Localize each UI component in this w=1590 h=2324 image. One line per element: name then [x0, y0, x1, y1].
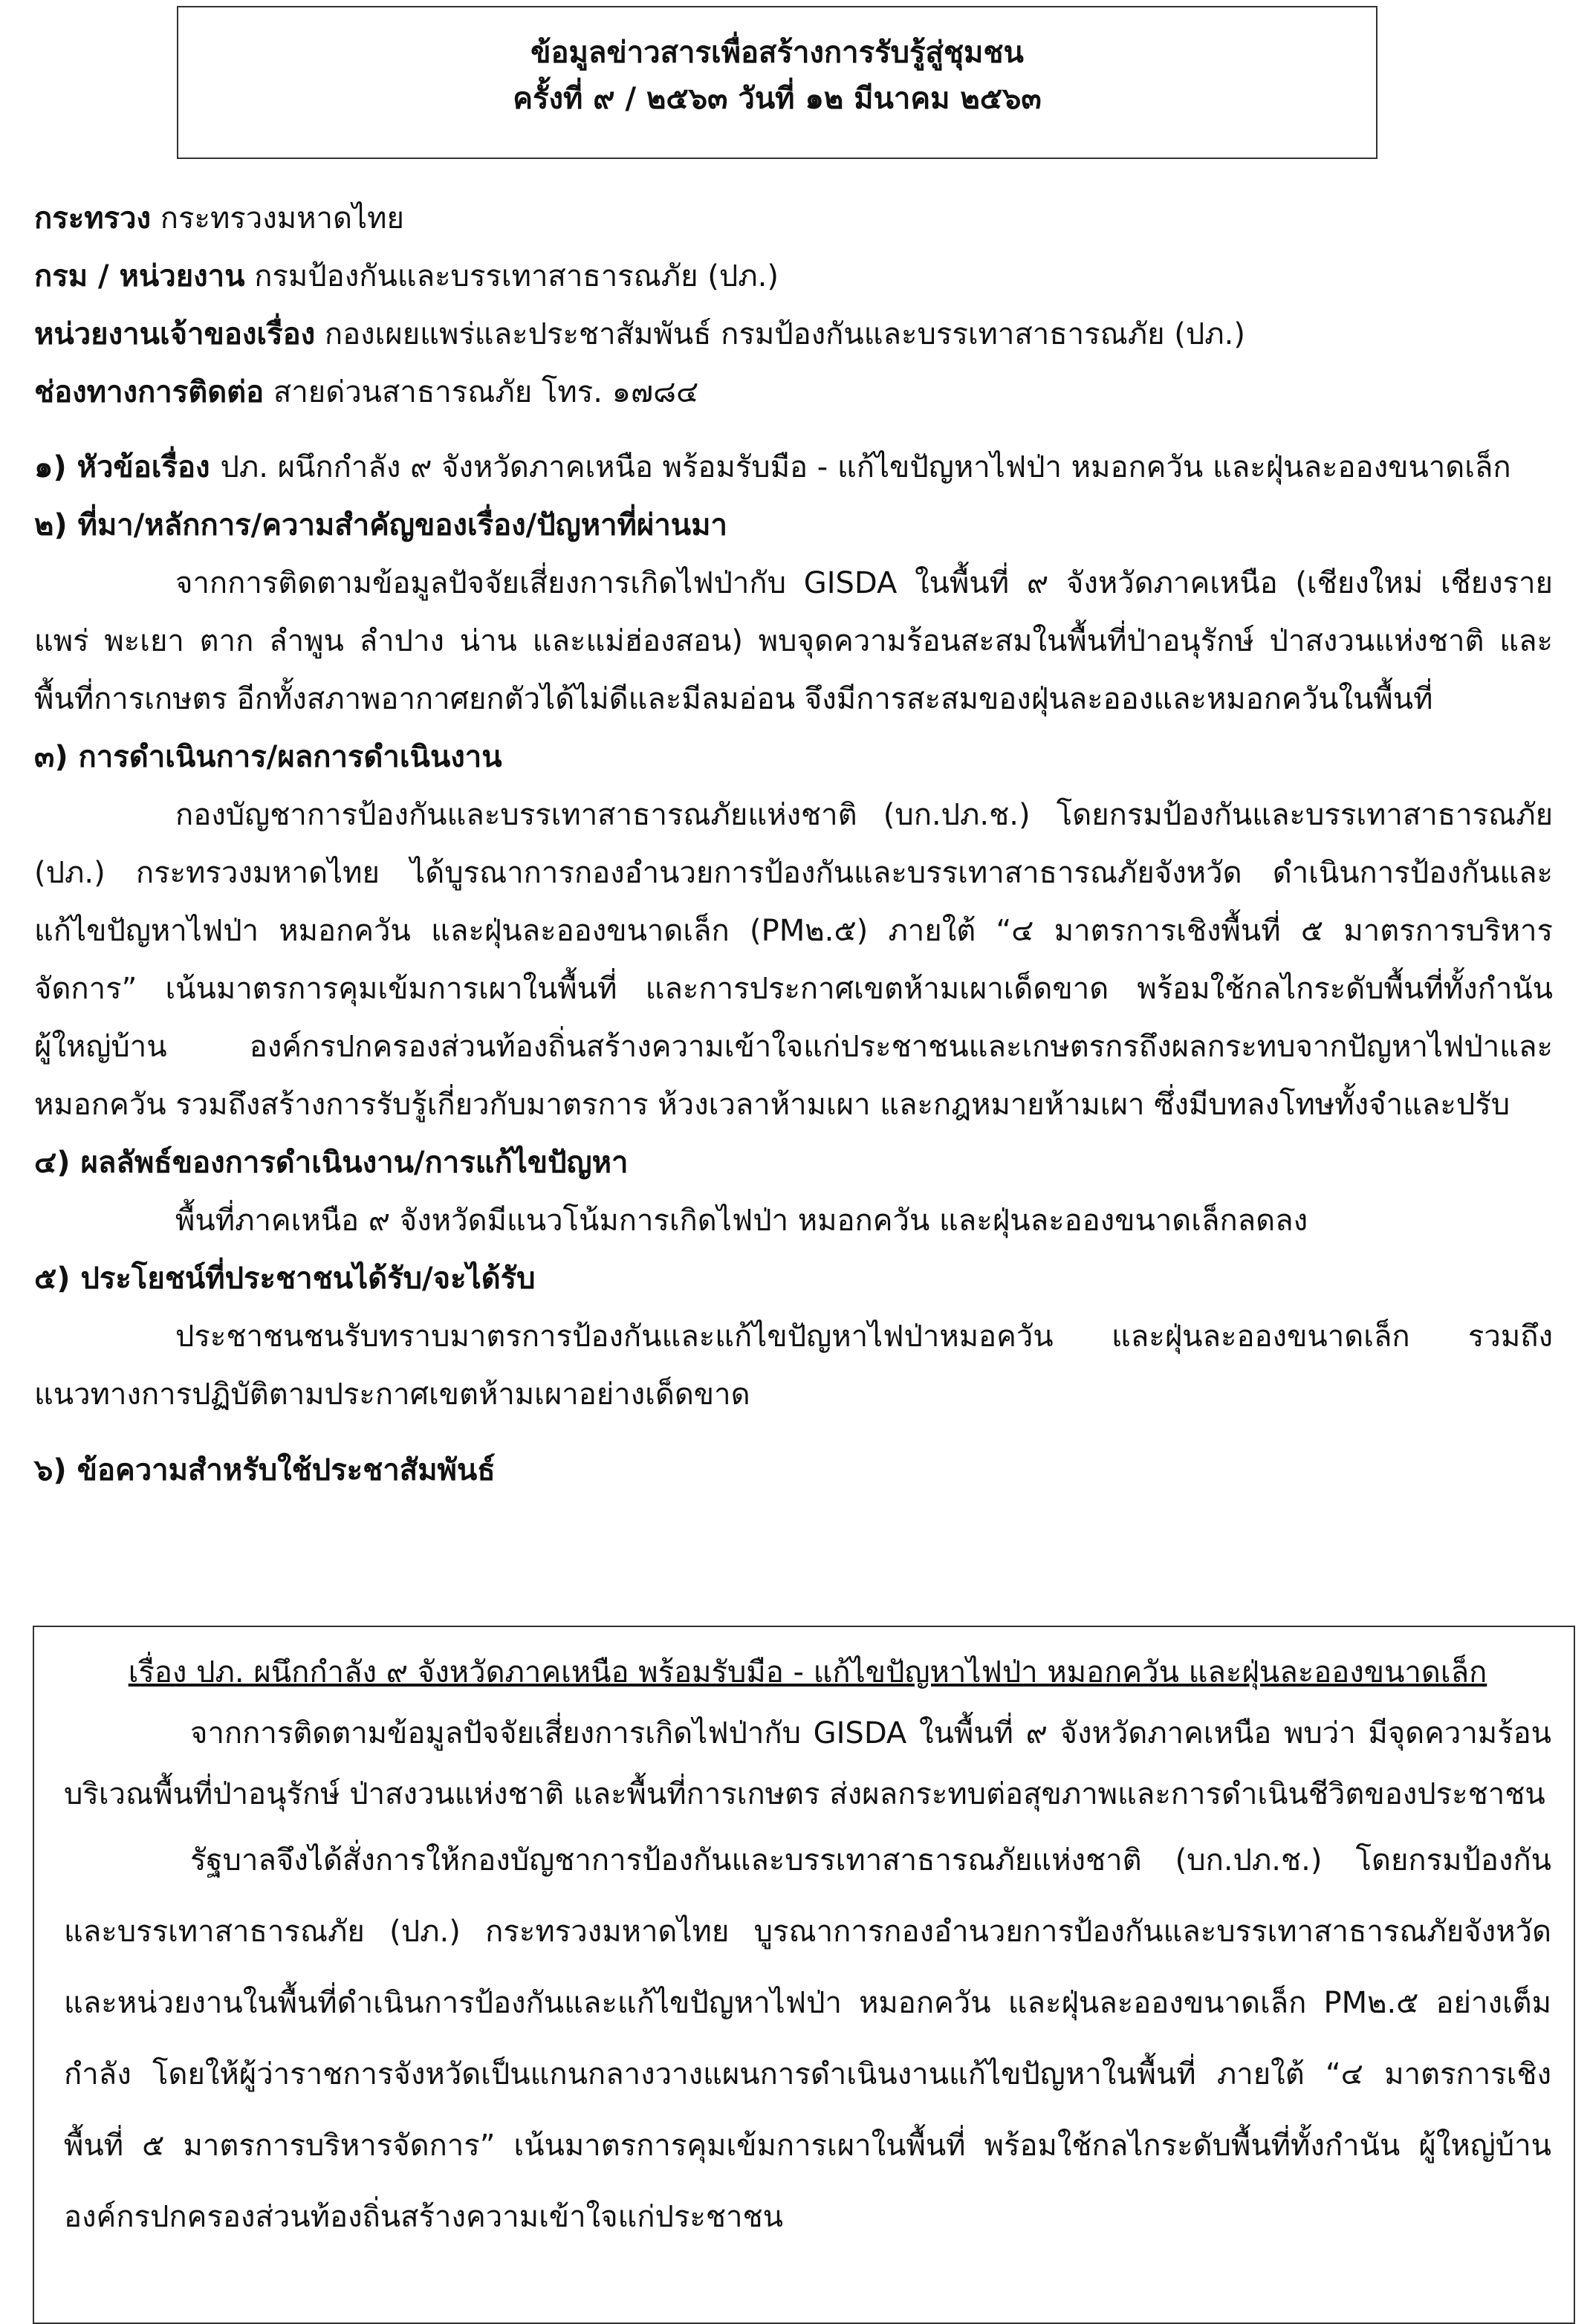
section-1-label: ๑) หัวข้อเรื่อง — [34, 450, 210, 484]
pr-message-box — [33, 1626, 1575, 2324]
meta-block — [34, 189, 1565, 421]
page-title: ข้อมูลข่าวสารเพื่อสร้างการรับรู้สู่ชุมชน — [530, 36, 1024, 70]
contact-value: สายด่วนสาธารณภัย โทร. ๑๗๘๔ — [273, 375, 699, 409]
owner-label: หน่วยงานเจ้าของเรื่อง — [34, 317, 316, 351]
section-3-heading: ๓) การดำเนินการ/ผลการดำเนินงาน — [34, 740, 502, 774]
ministry-label: กระทรวง — [34, 201, 152, 236]
pr-title: เรื่อง ปภ. ผนึกกำลัง ๙ จังหวัดภาคเหนือ พร้อมรับมือ - แก้ไขปัญหาไฟป่า หมอกควัน และฝุ่นละอองขนาดเล็ก — [128, 1655, 1487, 1690]
pr-paragraph-1: จากการติดตามข้อมูลปัจจัยเสี่ยงการเกิดไฟป่ากับ GISDA ในพื้นที่ ๙ จังหวัดภาคเหนือ พบว่า มีจุดความร้อนบริเวณพื้นที่ป่าอนุรักษ์ ป่าสงวนแห่งชาติ และพื้นที่การเกษตร ส่งผลกระทบต่อสุขภาพและการดำเนินชีวิตของประชาชน — [64, 1716, 1551, 1811]
section-4-heading: ๔) ผลลัพธ์ของการดำเนินงาน/การแก้ไขปัญหา — [34, 1146, 629, 1180]
meta-ministry — [34, 189, 1565, 247]
meta-contact — [34, 363, 1565, 421]
owner-value: กองเผยแพร่และประชาสัมพันธ์ กรมป้องกันและบรรเทาสาธารณภัย (ปภ.) — [324, 317, 1245, 351]
header-box — [177, 6, 1378, 159]
section-6-heading: ๖) ข้อความสำหรับใช้ประชาสัมพันธ์ — [34, 1453, 496, 1487]
section-5-heading: ๕) ประโยชน์ที่ประชาชนได้รับ/จะได้รับ — [34, 1262, 536, 1296]
section-2-heading: ๒) ที่มา/หลักการ/ความสำคัญของเรื่อง/ปัญหาที่ผ่านมา — [34, 508, 727, 542]
meta-department — [34, 247, 1565, 305]
sections-block — [34, 438, 1553, 1499]
section-1-value: ปภ. ผนึกกำลัง ๙ จังหวัดภาคเหนือ พร้อมรับมือ - แก้ไขปัญหาไฟป่า หมอกควัน และฝุ่นละอองขนาดเล็ก — [220, 450, 1511, 484]
department-label: กรม / หน่วยงาน — [34, 259, 245, 293]
page-subtitle: ครั้งที่ ๙ / ๒๕๖๓ วันที่ ๑๒ มีนาคม ๒๕๖๓ — [513, 82, 1042, 116]
ministry-value: กระทรวงมหาดไทย — [160, 201, 404, 236]
pr-paragraph-2: รัฐบาลจึงได้สั่งการให้กองบัญชาการป้องกันและบรรเทาสาธารณภัยแห่งชาติ (บก.ปภ.ช.) โดยกรมป้องกันและบรรเทาสาธารณภัย (ปภ.) กระทรวงมหาดไทย บูรณาการกองอำนวยการป้องกันและบรรเทาสาธารณภัยจังหวัดและหน่วยงานในพื้นที่ดำเนินการป้องกันและแก้ไขปัญหาไฟป่า หมอกควัน และฝุ่นละอองขนาดเล็ก PM๒.๕ อย่างเต็มกำลัง โดยให้ผู้ว่าราชการจังหวัดเป็นแกนกลางวางแผนการดำเนินงานแก้ไขปัญหาในพื้นที่ ภายใต้ “๔ มาตรการเชิงพื้นที่ ๕ มาตรการบริหารจัดการ” เน้นมาตรการคุมเข้มการเผาในพื้นที่ พร้อมใช้กลไกระดับพื้นที่ทั้งกำนัน ผู้ใหญ่บ้าน องค์กรปกครองส่วนท้องถิ่นสร้างความเข้าใจแก่ประชาชน — [64, 1843, 1551, 2234]
section-5-text: ประชาชนชนรับทราบมาตรการป้องกันและแก้ไขปัญหาไฟป่าหมอควัน และฝุ่นละอองขนาดเล็ก รวมถึงแนวทางการปฏิบัติตามประกาศเขตห้ามเผาอย่างเด็ดขาด — [34, 1320, 1553, 1412]
contact-label: ช่องทางการติดต่อ — [34, 375, 265, 409]
meta-owner — [34, 305, 1565, 363]
section-2-text: จากการติดตามข้อมูลปัจจัยเสี่ยงการเกิดไฟป่ากับ GISDA ในพื้นที่ ๙ จังหวัดภาคเหนือ (เชียงใหม่ เชียงราย แพร่ พะเยา ตาก ลำพูน ลำปาง น่าน และแม่ฮ่องสอน) พบจุดความร้อนสะสมในพื้นที่ป่าอนุรักษ์ ป่าสงวนแห่งชาติ และพื้นที่การเกษตร อีกทั้งสภาพอากาศยกตัวได้ไม่ดีและมีลมอ่อน จึงมีการสะสมของฝุ่นละอองและหมอกควันในพื้นที่ — [34, 566, 1553, 716]
department-value: กรมป้องกันและบรรเทาสาธารณภัย (ปภ.) — [254, 259, 779, 293]
section-1 — [34, 438, 1553, 496]
section-3-text: กองบัญชาการป้องกันและบรรเทาสาธารณภัยแห่งชาติ (บก.ปภ.ช.) โดยกรมป้องกันและบรรเทาสาธารณภัย (ปภ.) กระทรวงมหาดไทย ได้บูรณาการกองอำนวยการป้องกันและบรรเทาสาธารณภัยจังหวัด ดำเนินการป้องกันและแก้ไขปัญหาไฟป่า หมอกควัน และฝุ่นละอองขนาดเล็ก (PM๒.๕) ภายใต้ “๔ มาตรการเชิงพื้นที่ ๕ มาตรการบริหารจัดการ” เน้นมาตรการคุมเข้มการเผาในพื้นที่ และการประกาศเขตห้ามเผาเด็ดขาด พร้อมใช้กลไกระดับพื้นที่ทั้งกำนัน ผู้ใหญ่บ้าน องค์กรปกครองส่วนท้องถิ่นสร้างความเข้าใจแก่ประชาชนและเกษตรกรถึงผลกระทบจากปัญหาไฟป่าและหมอกควัน รวมถึงสร้างการรับรู้เกี่ยวกับมาตรการ ห้วงเวลาห้ามเผา และกฎหมายห้ามเผา ซึ่งมีบทลงโทษทั้งจำและปรับ — [34, 798, 1553, 1122]
section-4-text: พื้นที่ภาคเหนือ ๙ จังหวัดมีแนวโน้มการเกิดไฟป่า หมอกควัน และฝุ่นละอองขนาดเล็กลดลง — [175, 1204, 1308, 1238]
